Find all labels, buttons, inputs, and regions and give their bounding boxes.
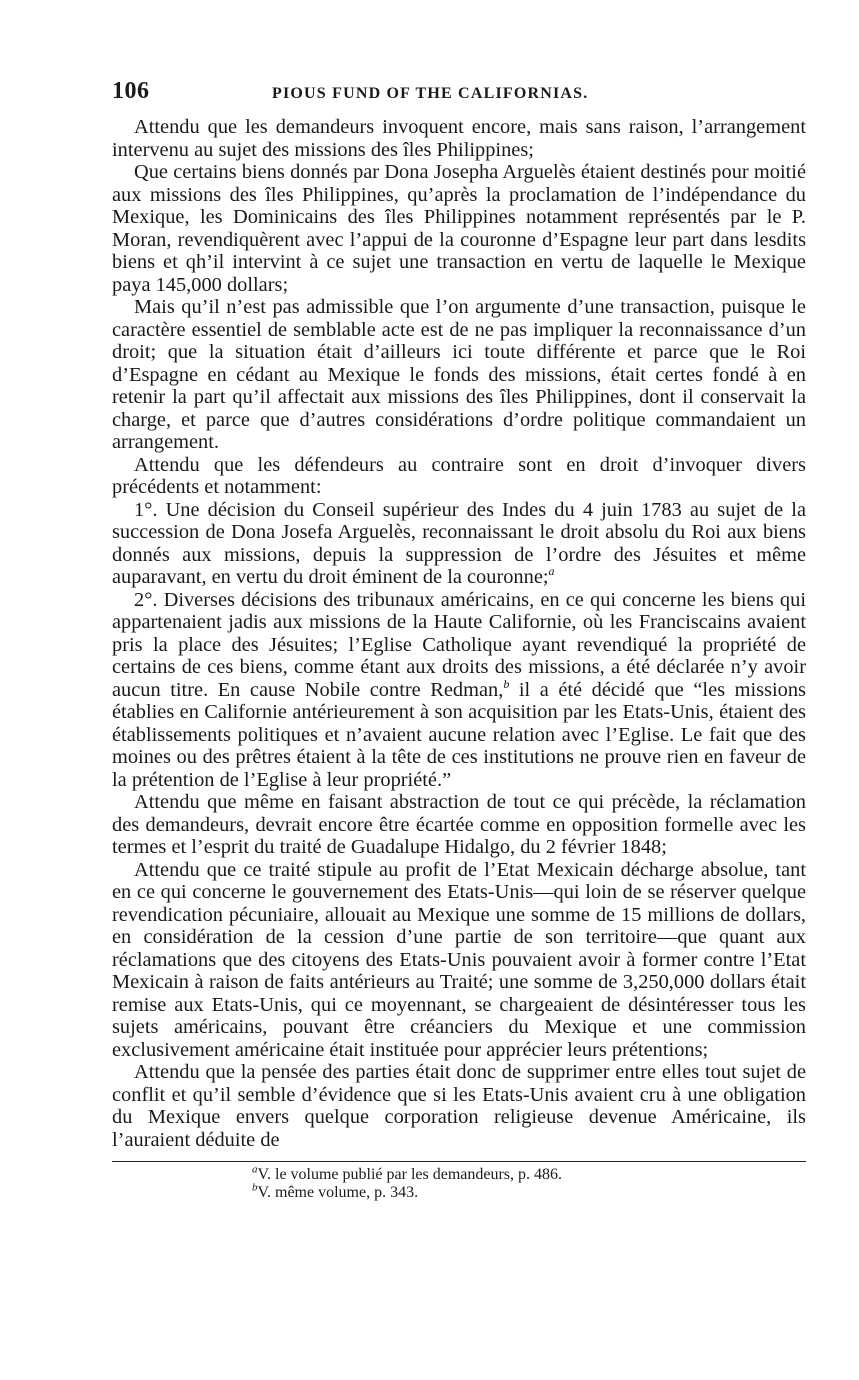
footnote-a-letter: a: [252, 1163, 258, 1176]
precedent-two-text: 2°. Diverses décisions des tribunaux américains, en ce qui concerne les biens qui appartenaient jadis aux missions de la Haute Californie, où les Franciscains avaient pris la place des Jésuites; l’Eglise Catholique ayant revendiqué la propriété de certains de ces biens, comme étant aux droits des missions, a été déclarée n’y avoir aucun titre. En cause Nobile contre Redman,: [112, 588, 806, 701]
page-header: [112, 76, 806, 110]
paragraph-defendants-precedents: Attendu que les défendeurs au contraire sont en droit d’invoquer divers précédents et notamment:: [112, 453, 806, 498]
footnote-divider: [112, 1161, 806, 1162]
footnote-b-text: V. même volume, p. 343.: [257, 1184, 419, 1201]
body-text: [112, 116, 806, 1151]
footnote-b: [252, 1181, 806, 1202]
footnote-mark-b: b: [503, 676, 510, 691]
footnote-a: [252, 1163, 806, 1184]
paragraph-philippines-claim: Attendu que les demandeurs invoquent encore, mais sans raison, l’arrangement intervenu au sujet des missions des îles Philippines;: [112, 116, 806, 161]
paragraph-precedent-two: [112, 589, 806, 792]
precedent-one-text: 1°. Une décision du Conseil supérieur des Indes du 4 juin 1783 au sujet de la succession de Dona Josefa Arguelès, reconnaissant le droit absolu du Roi aux biens donnés aux missions, depuis la suppression de l’ordre des Jésuites et même auparavant, en vertu du droit éminent de la couronne;: [112, 498, 806, 588]
footnote-a-text: V. le volume publié par les demandeurs, p. 486.: [257, 1166, 563, 1183]
paragraph-arguelles-property: Que certains biens donnés par Dona Josepha Arguelès étaient destinés pour moitié aux missions des îles Philippines, qu’après la proclamation de l’indépendance du Mexique, les Dominicains des îles Philippines notamment représentés par le P. Moran, revendiquèrent avec l’appui de la couronne d’Espagne leur part dans lesdits biens et qh’il intervint à ce sujet une transaction en vertu de laquelle le Mexique paya 145,000 dollars;: [112, 161, 806, 296]
page-number: 106: [112, 78, 150, 104]
running-title: PIOUS FUND OF THE CALIFORNIAS.: [272, 85, 589, 102]
paragraph-precedent-one: [112, 499, 806, 589]
document-page: [112, 76, 806, 1202]
paragraph-treaty-opposition: Attendu que même en faisant abstraction de tout ce qui précède, la réclamation des demandeurs, devrait encore être écartée comme en opposition formelle avec les termes et l’esprit du traité de Guadalupe Hidalgo, du 2 février 1848;: [112, 791, 806, 858]
paragraph-transaction-argument: Mais qu’il n’est pas admissible que l’on argumente d’une transaction, puisque le caractère essentiel de semblable acte est de ne pas impliquer la reconnaissance d’un droit; que la situation était d’ailleurs ici toute différente et parce que le Roi d’Espagne en cédant au Mexique le fonds des missions, était certes fondé à en retenir la part qu’il affectait aux missions des îles Philippines, dont il conservait la charge, et parce que d’autres considérations d’ordre politique commandaient un arrangement.: [112, 296, 806, 453]
footnote-mark-a: a: [548, 564, 555, 579]
footnote-b-letter: b: [252, 1181, 258, 1194]
paragraph-treaty-terms: Attendu que ce traité stipule au profit de l’Etat Mexicain décharge absolue, tant en ce qui concerne le gouvernement des Etats-Unis—qui loin de se réserver quelque revendication pécuniaire, allouait au Mexique une somme de 15 millions de dollars, en considération de la cession d’une partie de son territoire—que quant aux réclamations que des citoyens des Etats-Unis pouvaient avoir à former contre l’Etat Mexicain à raison de faits antérieurs au Traité; une somme de 3,250,000 dollars était remise aux Etats-Unis, qui ce moyennant, se chargeaient de désintéresser tous les sujets américains, pouvant être créanciers du Mexique et une commission exclusivement américaine était instituée pour apprécier leurs prétentions;: [112, 858, 806, 1061]
footnotes: [112, 1163, 806, 1202]
paragraph-parties-intent: Attendu que la pensée des parties était donc de supprimer entre elles tout sujet de conflit et qu’il semble d’évidence que si les Etats-Unis avaient cru à une obligation du Mexique envers quelque corporation religieuse devenue Américaine, ils l’auraient déduite de: [112, 1061, 806, 1151]
precedent-two-continuation: il a été décidé que “les missions établies en Californie antérieurement à son acquisition par les Etats-Unis, étaient des établissements politiques et n’avaient aucune relation avec l’Eglise. Le fait que des moines ou des prêtres étaient à la tête de ces institutions ne prouve rien en faveur de la prétention de l’Eglise à leur propriété.”: [112, 678, 806, 791]
